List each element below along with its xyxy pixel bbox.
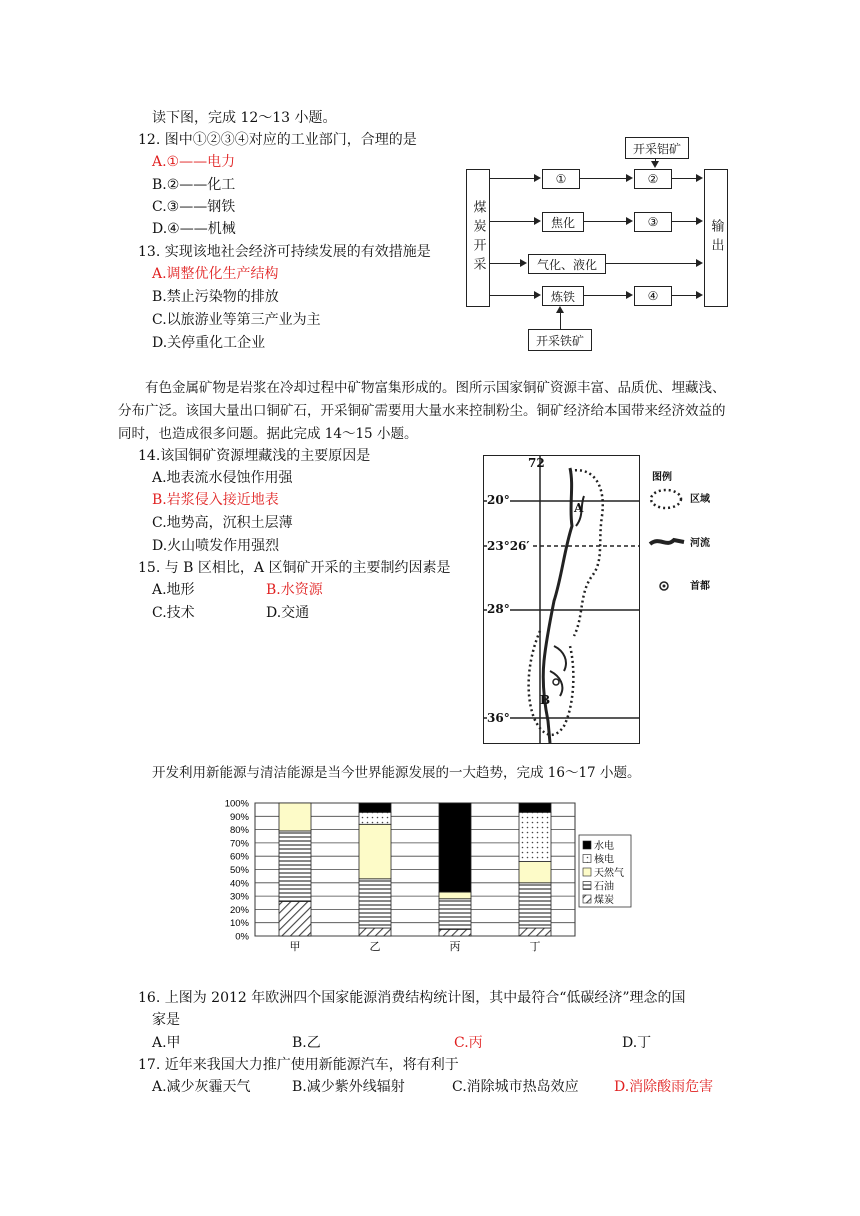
map-lat-2326: 23°26′ — [487, 536, 530, 556]
q14-option-b: B.岩浆侵入接近地表 — [152, 492, 279, 508]
copper-passage: 有色金属矿物是岩浆在冷却过程中矿物富集形成的。图所示国家铜矿资源丰富、品质优、埋藏浅、分布广泛。该国大量出口铜矿石，开采铜矿需要用大量水来控制粉尘。铜矿经济给本国带来经济效益的同时，也造成很多问题。据此完成 14～15 小题。 — [118, 380, 726, 442]
map-lat-36: 36° — [487, 708, 510, 728]
y-tick-label: 80% — [229, 825, 249, 837]
arrow-right-icon — [696, 174, 703, 182]
capital-marker — [553, 679, 559, 685]
y-tick-label: 10% — [229, 918, 249, 930]
x-tick-label: 丙 — [449, 940, 461, 953]
y-tick-label: 40% — [229, 878, 249, 890]
q15-option-a: A.地形 — [152, 582, 195, 598]
node-1-box: ① — [542, 169, 580, 189]
q14-stem: 14.该国铜矿资源埋藏浅的主要原因是 — [138, 448, 371, 464]
map-lat-28: 28° — [487, 599, 510, 619]
bar-segment — [519, 812, 551, 861]
y-tick-label: 30% — [229, 891, 249, 903]
legend-label: 天然气 — [594, 868, 624, 879]
legend-label: 水电 — [594, 841, 614, 852]
arrow-up-icon — [556, 306, 564, 313]
legend-swatch — [583, 882, 591, 890]
arrow-right-icon — [626, 291, 633, 299]
gasification-box: 气化、液化 — [528, 254, 606, 274]
legend-river-label: 河流 — [690, 538, 710, 549]
y-tick-label: 60% — [229, 851, 249, 863]
q13-stem: 13. 实现该地社会经济可持续发展的有效措施是 — [138, 244, 431, 260]
iron-mining-box: 开采铁矿 — [528, 329, 592, 351]
q13-option-d: D.关停重化工企业 — [152, 335, 266, 351]
bar-segment — [519, 803, 551, 812]
bar-segment — [359, 928, 391, 936]
legend-capital-label: 首都 — [690, 581, 710, 592]
bar-segment — [519, 883, 551, 928]
bar-segment — [439, 892, 471, 899]
bar-segment — [279, 803, 311, 831]
q16-option-a: A.甲 — [152, 1035, 181, 1051]
x-tick-label: 丁 — [529, 940, 541, 953]
q15-option-d: D.交通 — [266, 605, 310, 621]
arrow-right-icon — [696, 217, 703, 225]
q16-stem-line2: 家是 — [152, 1012, 180, 1028]
region-b-boundary — [529, 631, 574, 735]
legend-region-label: 区域 — [690, 494, 710, 505]
q14-option-d: D.火山喷发作用强烈 — [152, 538, 280, 554]
bar-segment — [519, 862, 551, 883]
arrow-right-icon — [520, 259, 527, 267]
bar-segment — [359, 812, 391, 824]
industry-flow-diagram — [460, 135, 750, 355]
bar-segment — [439, 929, 471, 936]
zone-a-label: A — [574, 501, 584, 515]
map-longitude-label: 72 — [528, 456, 545, 470]
q14-option-a: A.地表流水侵蚀作用强 — [152, 470, 293, 486]
river-legend-icon — [650, 540, 684, 544]
map-lat-20: 20° — [487, 490, 510, 510]
bar-segment — [279, 901, 311, 936]
q13-option-c: C.以旅游业等第三产业为主 — [152, 312, 321, 328]
arrow-right-icon — [626, 174, 633, 182]
zone-b-label: B — [540, 693, 551, 707]
q17-option-a: A.减少灰霾天气 — [152, 1079, 251, 1095]
arrow-right-icon — [534, 217, 541, 225]
bar-segment — [359, 879, 391, 928]
y-tick-label: 50% — [229, 865, 249, 876]
q17-stem: 17. 近年来我国大力推广使用新能源汽车，将有利于 — [138, 1057, 459, 1073]
q16-option-d: D.丁 — [622, 1035, 652, 1051]
q16-stem-line1: 16. 上图为 2012 年欧洲四个国家能源消费结构统计图，其中最符合“低碳经济”理念的国 — [138, 990, 686, 1006]
q12-option-d: D.④——机械 — [152, 221, 236, 237]
x-tick-label: 甲 — [289, 940, 301, 953]
q15-option-c: C.技术 — [152, 605, 195, 621]
region-legend-icon — [651, 490, 681, 508]
region-a-boundary — [570, 470, 603, 636]
map-legend — [648, 468, 738, 592]
legend-title: 图例 — [652, 472, 672, 483]
x-tick-label: 乙 — [369, 940, 381, 953]
arrow-down-icon — [651, 161, 659, 168]
node-3-box: ③ — [634, 212, 672, 232]
legend-label: 煤炭 — [594, 895, 614, 906]
legend-label: 石油 — [594, 881, 614, 893]
coal-mining-box: 煤炭开采 — [466, 169, 490, 307]
bar-segment — [439, 899, 471, 930]
q12-option-b: B.②——化工 — [152, 177, 236, 193]
y-tick-label: 20% — [229, 904, 249, 916]
node-2-box: ② — [634, 169, 672, 189]
q17-option-c: C.消除城市热岛效应 — [452, 1079, 579, 1095]
coking-box: 焦化 — [542, 212, 584, 232]
bar-segment — [519, 928, 551, 936]
legend-label: 核电 — [594, 854, 614, 866]
q14-option-c: C.地势高，沉积土层薄 — [152, 515, 293, 531]
y-tick-label: 70% — [229, 838, 249, 850]
q12-stem: 12. 图中①②③④对应的工业部门，合理的是 — [138, 132, 417, 148]
bar-segment — [359, 824, 391, 879]
bar-segment — [439, 803, 471, 892]
q17-option-d: D.消除酸雨危害 — [614, 1079, 714, 1095]
aluminum-mining-box: 开采铝矿 — [625, 137, 689, 159]
arrow-right-icon — [696, 291, 703, 299]
output-box: 输出 — [704, 169, 728, 307]
legend-swatch — [583, 841, 591, 849]
q16-option-c: C.丙 — [454, 1035, 483, 1051]
arrow-right-icon — [534, 291, 541, 299]
y-tick-label: 100% — [224, 798, 249, 810]
y-tick-label: 0% — [235, 931, 249, 943]
arrow-right-icon — [696, 259, 703, 267]
legend-swatch — [583, 868, 591, 876]
legend-swatch — [583, 895, 591, 903]
y-tick-label: 90% — [229, 811, 249, 823]
q13-option-b: B.禁止污染物的排放 — [152, 289, 279, 305]
q13-option-a: A.调整优化生产结构 — [152, 266, 279, 282]
q15-option-b: B.水资源 — [266, 582, 323, 598]
q16-option-b: B.乙 — [292, 1035, 321, 1051]
legend-swatch — [583, 855, 591, 863]
arrow-right-icon — [626, 217, 633, 225]
q15-stem: 15. 与 B 区相比，A 区铜矿开采的主要制约因素是 — [138, 560, 451, 576]
bar-segment — [359, 803, 391, 812]
bar-segment — [279, 831, 311, 901]
intro-12-13: 读下图，完成 12～13 小题。 — [152, 110, 337, 126]
q12-option-c: C.③——钢铁 — [152, 199, 236, 215]
ironmaking-box: 炼铁 — [542, 286, 584, 306]
energy-structure-chart — [210, 795, 670, 955]
energy-intro: 开发利用新能源与清洁能源是当今世界能源发展的一大趋势，完成 16～17 小题。 — [152, 765, 641, 781]
q17-option-b: B.减少紫外线辐射 — [292, 1079, 405, 1095]
q12-option-a: A.①——电力 — [152, 154, 236, 170]
node-4-box: ④ — [634, 286, 672, 306]
copper-country-map — [483, 455, 640, 744]
arrow-right-icon — [534, 174, 541, 182]
